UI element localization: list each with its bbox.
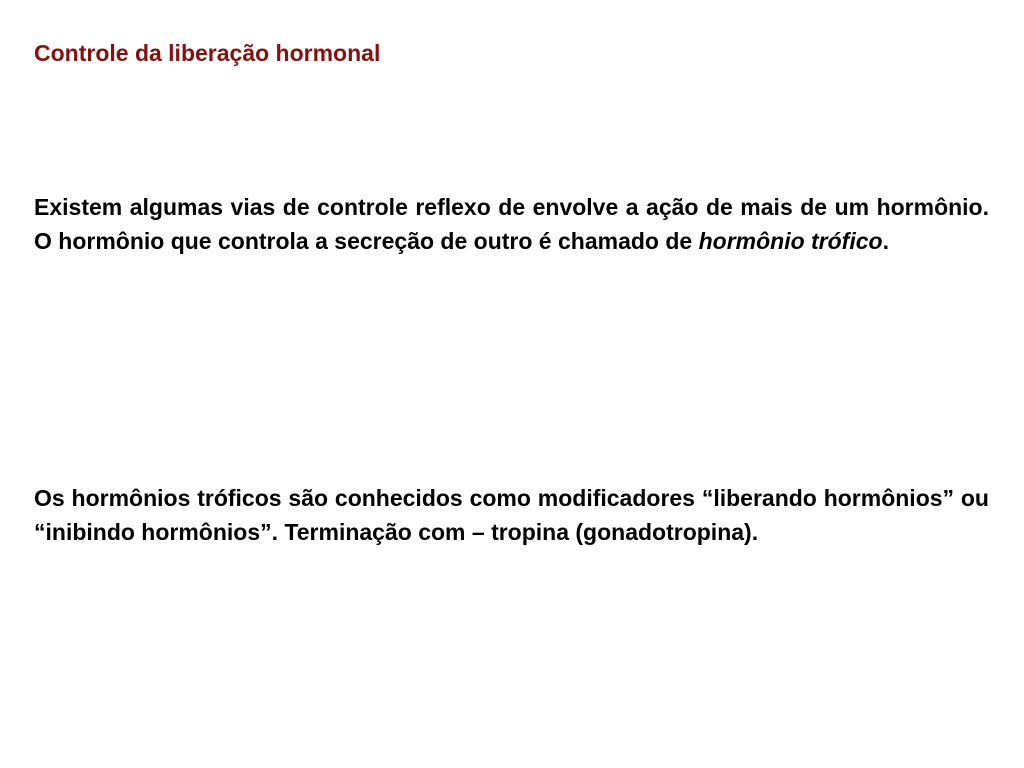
slide-title: Controle da liberação hormonal — [34, 40, 381, 66]
paragraph-trophic-modifiers: Os hormônios tróficos são conhecidos como modificadores “liberando hormônios” ou “inibindo hormônios”. Terminação com – tropina (gonadotropina). — [34, 485, 989, 545]
trophic-hormone-term: hormônio trófico — [698, 228, 883, 254]
paragraph-1-text: Existem algumas vias de controle reflexo de envolve a ação de mais de um hormônio. O hormônio que controla a secreção de outro é chamado de — [34, 194, 989, 254]
paragraph-trophic-definition — [34, 190, 989, 258]
paragraph-1-end: . — [882, 228, 889, 254]
